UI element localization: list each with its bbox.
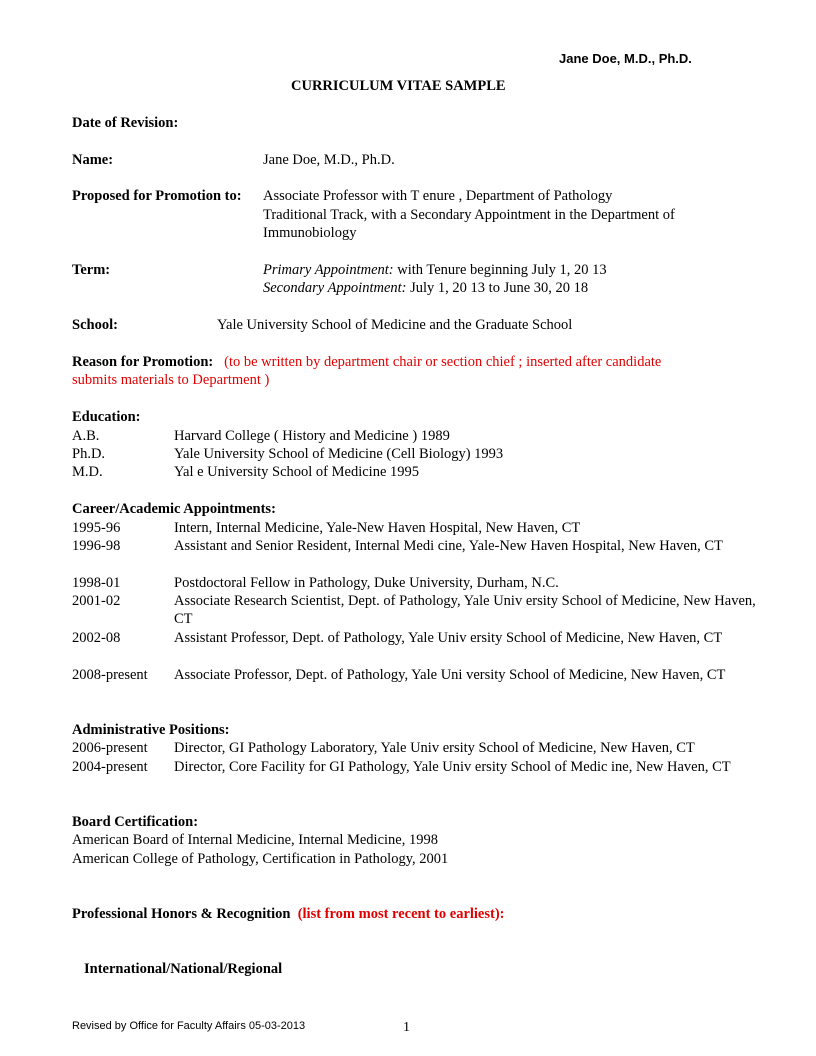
administrative-row [72,739,772,757]
reason-line-2: submits materials to Department ) [72,372,270,388]
education-heading: Education: [72,409,141,425]
career-row [72,537,762,555]
career-years: 2008-present [72,667,148,683]
term-secondary-value: July 1, 20 13 to June 30, 20 18 [406,280,589,296]
career-detail: Intern, Internal Medicine, Yale-New Haven Hospital, New Haven, CT [174,520,581,536]
honors-note: (list from most recent to earliest): [297,906,505,922]
education-row [72,445,762,463]
promotion-label: Proposed for Promotion to: [72,188,242,204]
career-detail: Associate Research Scientist, Dept. of Pathology, Yale Univ ersity School of Medicine, New Haven, CT [174,593,756,628]
career-heading: Career/Academic Appointments: [72,501,276,517]
administrative-detail: Director, Core Facility for GI Pathology, Yale Univ ersity School of Medic ine, New Haven, CT [174,759,731,775]
career-years: 1998-01 [72,575,121,591]
term-primary [263,261,607,279]
education-row [72,427,762,445]
school-value: Yale University School of Medicine and the Graduate School [217,317,573,333]
career-years: 1996-98 [72,538,121,554]
career-row [72,574,762,592]
honors-heading-line [72,905,505,923]
reason-label: Reason for Promotion: [72,354,214,370]
board-line-1: American Board of Internal Medicine, Internal Medicine, 1998 [72,832,438,848]
promotion-line-1: Associate Professor with T enure , Department of Pathology [263,188,613,204]
career-detail: Associate Professor, Dept. of Pathology, Yale Uni versity School of Medicine, New Haven, CT [174,667,726,683]
career-detail: Assistant and Senior Resident, Internal Medi cine, Yale-New Haven Hospital, New Haven, CT [174,538,723,554]
board-heading: Board Certification: [72,814,199,830]
career-detail: Postdoctoral Fellow in Pathology, Duke University, Durham, N.C. [174,575,559,591]
honors-heading: Professional Honors & Recognition [72,906,291,922]
school-label: School: [72,317,118,333]
education-degree: M.D. [72,464,103,480]
education-detail: Harvard College ( History and Medicine ) 1989 [174,428,450,444]
reason-line-1 [72,353,661,371]
term-secondary [263,279,588,297]
career-detail: Assistant Professor, Dept. of Pathology, Yale Univ ersity School of Medicine, New Haven, CT [174,630,723,646]
career-row [72,519,762,537]
date-of-revision-label: Date of Revision: [72,115,179,131]
career-years: 2001-02 [72,593,121,609]
promotion-line-2: Traditional Track, with a Secondary Appointment in the Department of [263,207,675,223]
administrative-years: 2004-present [72,759,148,775]
honors-subheading: International/National/Regional [84,961,283,977]
reason-note: (to be written by department chair or section chief ; inserted after candidate [224,354,662,370]
education-row [72,463,762,481]
term-label: Term: [72,262,111,278]
administrative-years: 2006-present [72,740,148,756]
education-detail: Yal e University School of Medicine 1995 [174,464,419,480]
administrative-row [72,758,762,776]
career-years: 1995-96 [72,520,121,536]
board-line-2: American College of Pathology, Certification in Pathology, 2001 [72,851,449,867]
footer-revised: Revised by Office for Faculty Affairs 05-03-2013 [72,1020,306,1032]
career-row [72,666,762,684]
career-row [72,592,762,629]
promotion-line-3: Immunobiology [263,225,357,241]
career-row [72,629,762,647]
name-label: Name: [72,152,114,168]
name-value: Jane Doe, M.D., Ph.D. [263,152,395,168]
education-degree: A.B. [72,428,100,444]
education-detail: Yale University School of Medicine (Cell Biology) 1993 [174,446,504,462]
career-years: 2002-08 [72,630,121,646]
term-secondary-label: Secondary Appointment: [263,280,407,296]
term-primary-label: Primary Appointment: [263,262,394,278]
page-number: 1 [403,1020,410,1035]
term-primary-value: with Tenure beginning July 1, 20 13 [393,262,607,278]
header-author: Jane Doe, M.D., Ph.D. [559,51,692,66]
administrative-heading: Administrative Positions: [72,722,230,738]
document-title: CURRICULUM VITAE SAMPLE [291,78,506,94]
administrative-detail: Director, GI Pathology Laboratory, Yale Univ ersity School of Medicine, New Haven, CT [174,740,695,756]
education-degree: Ph.D. [72,446,106,462]
